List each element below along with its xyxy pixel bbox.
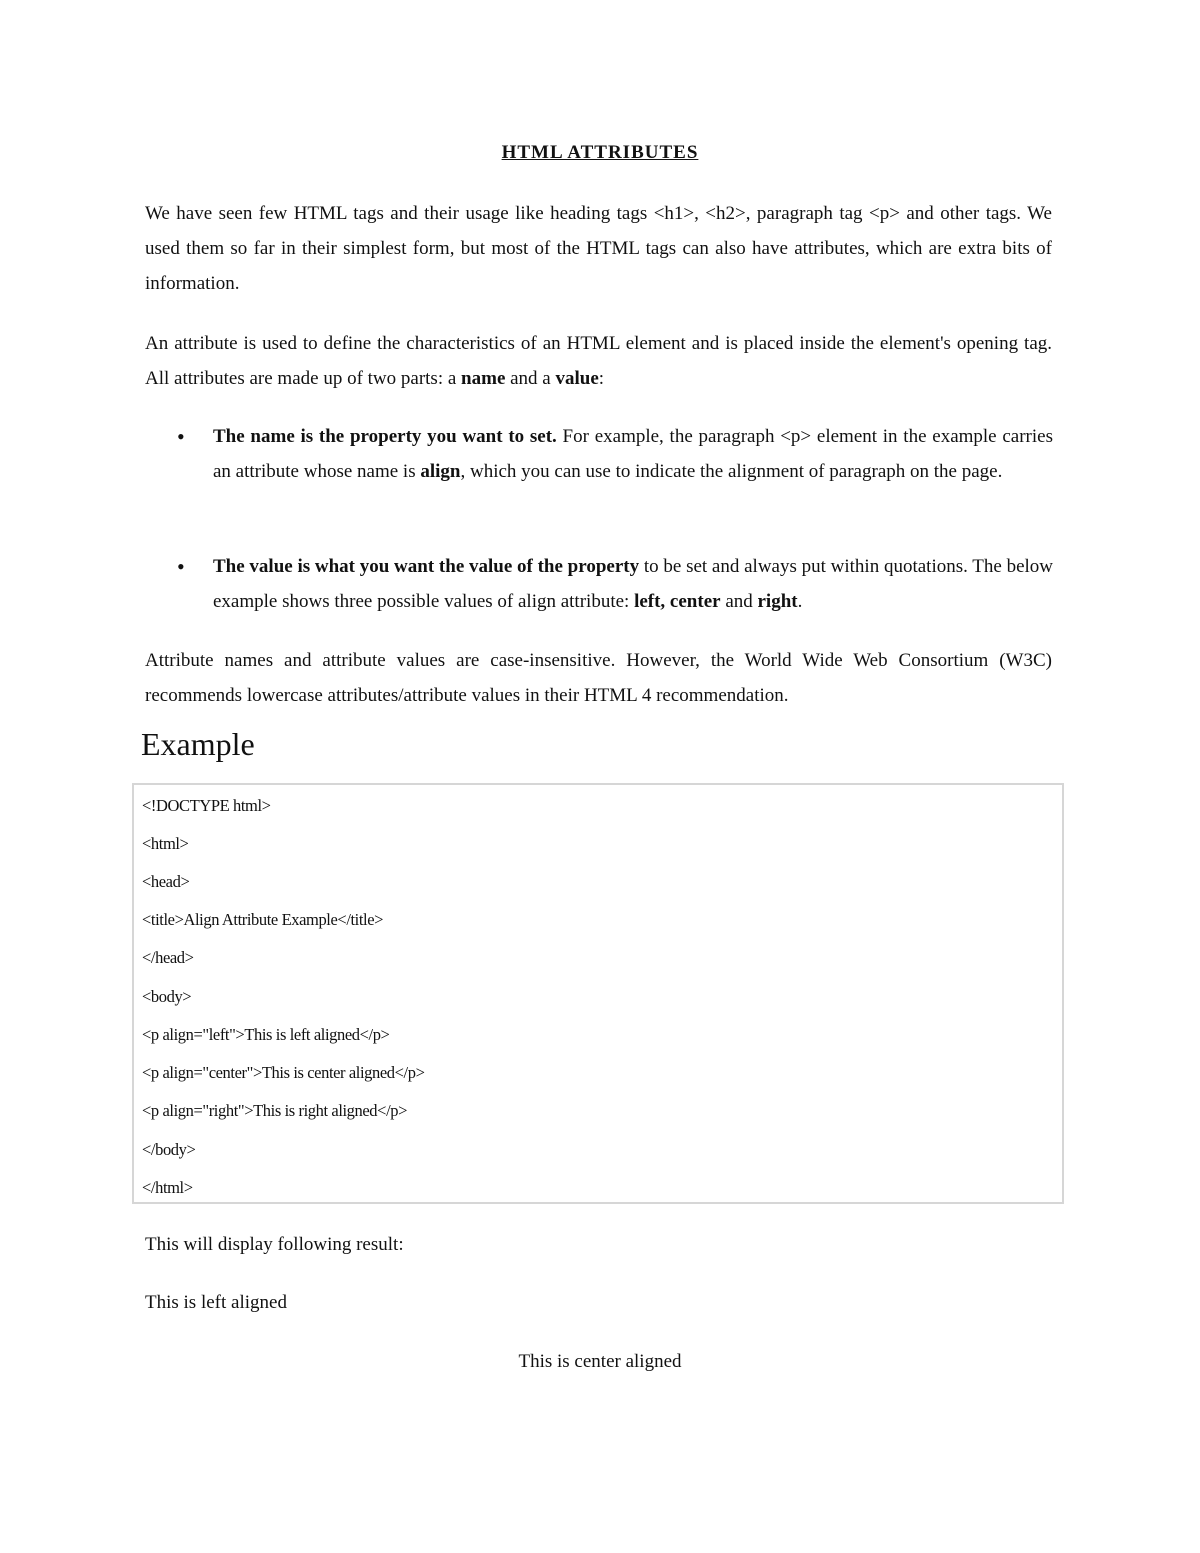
bullet-span: , which you can use to indicate the alignment of paragraph on the page. — [460, 461, 1003, 482]
code-line: <p align="left">This is left aligned</p> — [142, 1025, 390, 1044]
bullet-span: and — [720, 591, 758, 612]
code-line: <p align="center">This is center aligned</p> — [142, 1063, 425, 1082]
case-note-paragraph: Attribute names and attribute values are case-insensitive. However, the World Wide Web Consortium (W3C) recommends lowercase attributes/attribute values in their HTML 4 recommendation. — [145, 650, 1052, 706]
align-term: align — [420, 461, 461, 482]
result-left-aligned: This is left aligned — [145, 1292, 287, 1313]
code-line: <p align="right">This is right aligned</p> — [142, 1101, 408, 1120]
code-line: <title>Align Attribute Example</title> — [142, 910, 384, 929]
code-line: <body> — [142, 987, 192, 1006]
definition-middle: and a — [505, 368, 556, 389]
code-line: <html> — [142, 834, 189, 853]
code-line: <head> — [142, 872, 190, 891]
intro-paragraph: We have seen few HTML tags and their usage like heading tags <h1>, <h2>, paragraph tag <p> and other tags. We used them so far in their simplest form, but most of the HTML tags can also have attributes, which are extra bits of information. — [145, 203, 1052, 294]
bullet-text — [213, 419, 1053, 489]
code-line: </html> — [142, 1178, 193, 1197]
right-term: right — [757, 591, 798, 612]
example-heading: Example — [141, 726, 255, 762]
definition-paragraph — [145, 326, 1052, 396]
bullet-bold: The name is the property you want to set. — [213, 426, 557, 447]
result-center-aligned: This is center aligned — [518, 1351, 682, 1372]
code-example-box — [132, 783, 1064, 1204]
definition-text: An attribute is used to define the characteristics of an HTML element and is placed inside the element's opening tag. All attributes are made up of two parts: a — [145, 333, 1052, 389]
bullet-span: . — [797, 591, 803, 612]
bullet-bold: The value is what you want the value of the property — [213, 556, 640, 577]
name-term: name — [461, 368, 506, 389]
bullet-span: For example, the paragraph <p> element in the example carries an attribute whose name is — [213, 426, 1053, 482]
result-intro: This will display following result: — [145, 1234, 404, 1255]
definition-end: : — [598, 368, 605, 389]
bullet-item-name — [177, 419, 1053, 489]
bullet-span: to be set and always put within quotations. The below example shows three possible values of align attribute: — [213, 556, 1053, 612]
left-center-term: left, center — [634, 591, 721, 612]
bullet-icon: • — [177, 554, 185, 579]
bullet-text — [213, 549, 1053, 619]
bullet-icon: • — [177, 424, 185, 449]
code-line: </body> — [142, 1140, 196, 1159]
page-title: HTML ATTRIBUTES — [501, 142, 699, 163]
bullet-item-value — [177, 549, 1053, 619]
code-line: </head> — [142, 948, 194, 967]
code-line: <!DOCTYPE html> — [142, 796, 271, 815]
value-term: value — [555, 368, 599, 389]
